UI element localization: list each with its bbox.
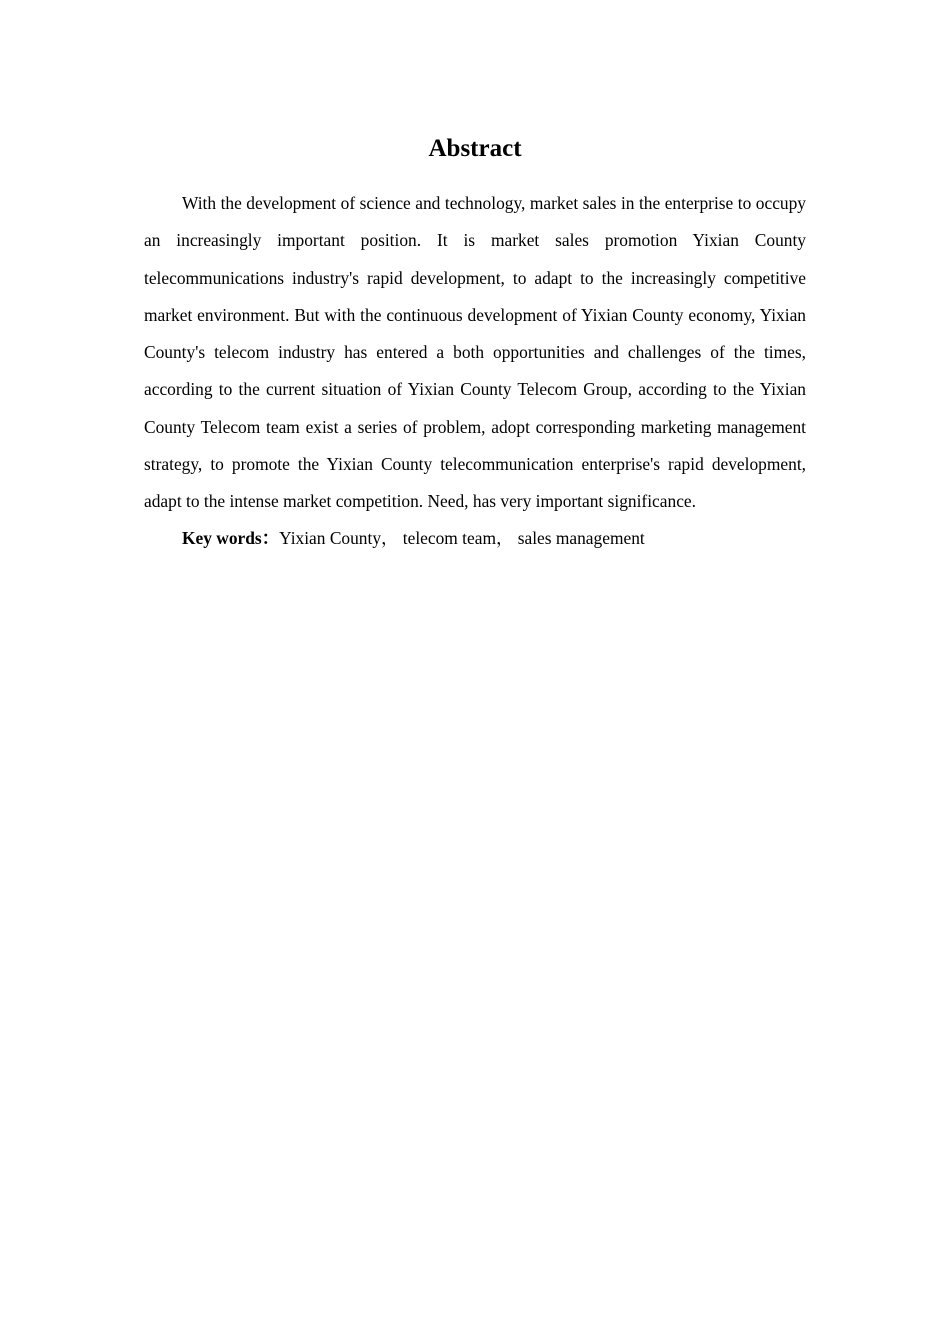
keyword-item: telecom team， (402, 527, 514, 548)
keywords-line (144, 521, 806, 555)
keywords-label: Key words： (182, 527, 280, 548)
abstract-section (144, 131, 806, 555)
keyword-item: sales management (517, 527, 645, 548)
abstract-body: With the development of science and technology, market sales in the enterprise to occupy an increasingly important position. It is market sales promotion Yixian County telecommunications industry's rapid development, to adapt to the increasingly competitive market environment. But with the continuous development of Yixian County economy, Yixian County's telecom industry has entered a both opportunities and challenges of the times, according to the current situation of Yixian County Telecom Group, according to the Yixian County Telecom team exist a series of problem, adopt corresponding marketing management strategy, to promote the Yixian County telecommunication enterprise's rapid development, adapt to the intense market competition. Need, has very important significance. (144, 193, 806, 512)
keyword-item: Yixian County， (279, 527, 399, 548)
abstract-title: Abstract (428, 135, 522, 162)
